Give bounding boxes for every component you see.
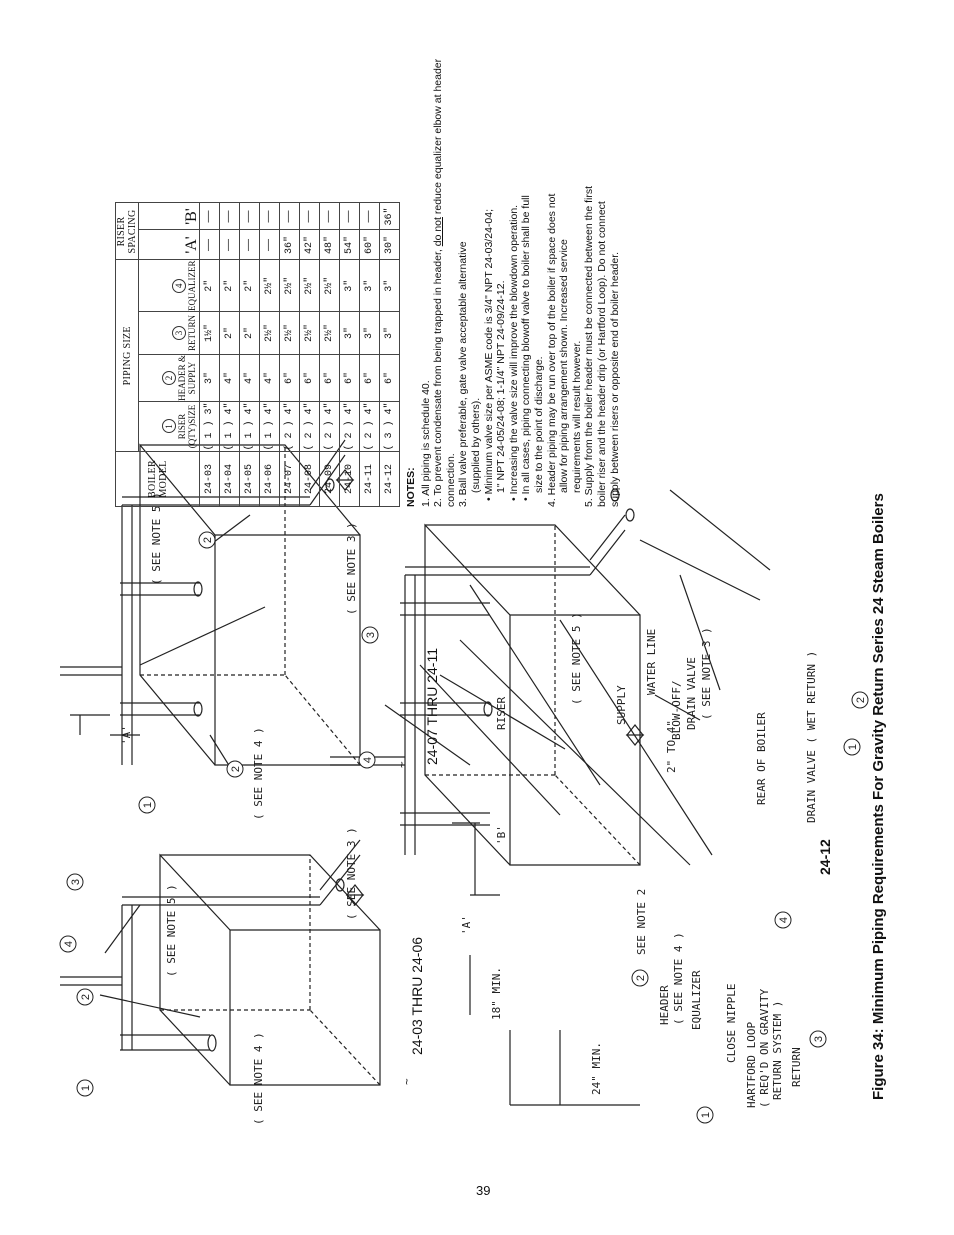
label-dim-a-d2: 'A' [120,725,133,745]
cell-riser: ( 1 ) 4" [260,402,280,452]
cell-riser: ( 1 ) 4" [240,402,260,452]
cell-equalizer: 2" [220,260,240,312]
cell-model: 24-11 [360,452,380,507]
label-24-min: 24" MIN. [590,1042,603,1095]
note-2-part-b: reduce equalizer elbow at header connection. [432,58,457,507]
cell-return: 2½" [300,312,320,355]
cell-b: —— [340,203,360,230]
header-riser [139,402,200,452]
note-3-bullet-1: • Minimum valve size per ASME code is 3/4" NPT 24-03/24-04; [482,208,495,501]
figure-caption-wrap [870,200,887,1100]
cell-b: —— [200,203,220,230]
note-3-bullet-3-cont: size to the point of discharge. [532,356,545,493]
cell-model: 24-08 [300,452,320,507]
cell-header: 6" [340,355,360,402]
label-tilde-d1: ~ [400,1078,413,1085]
header-a: 'A' [139,230,200,260]
table-body [200,203,400,507]
label-dim-a-d3: 'A' [460,915,473,935]
cell-a: 42" [300,230,320,260]
cell-return: 2½" [260,312,280,355]
cell-a: —— [200,230,220,260]
cell-model: 24-09 [320,452,340,507]
cell-return: 3" [360,312,380,355]
note-5-cont-2: supply between risers or opposite end of boiler header. [608,251,621,507]
table-row [340,203,360,507]
cell-a: 30" [380,230,400,260]
note-1: 1. All piping is schedule 40. [419,380,432,507]
cell-return: 2½" [320,312,340,355]
cell-header: 4" [240,355,260,402]
cell-return: 2" [220,312,240,355]
header-header-supply [139,355,200,402]
callout-4-d3: 4 [778,916,790,924]
label-see-note-5-d2: ( SEE NOTE 5 ) [150,492,163,585]
label-see-note-5-d1: ( SEE NOTE 5 ) [165,884,178,977]
header-riser-label: RISER (QTY)SIZE [177,404,197,449]
label-2-to-4: 2" TO 4" [665,720,678,773]
note-4-cont-2: requirements will result however. [570,340,583,493]
note-3-sub: (supplied by others). [469,397,482,493]
label-see-note-4-d2: ( SEE NOTE 4 ) [252,727,265,820]
cell-equalizer: 2½" [280,260,300,312]
label-see-note-4-d3: ( SEE NOTE 4 ) [672,932,685,1025]
cell-header: 6" [380,355,400,402]
callout-2b-d3: 2 [635,974,647,982]
callout-1-d1: 1 [80,1084,92,1092]
label-riser: RISER [495,696,508,730]
cell-header: 4" [260,355,280,402]
label-equalizer: EQUALIZER [690,970,703,1030]
note-2-part-a: 2. To prevent condensate from being trapped in header, [432,246,445,507]
header-num-4: 4 [172,279,186,293]
diagram-3-title: 24-12 [817,839,833,875]
callout-4-d1: 4 [63,940,75,948]
notes-block [405,47,621,507]
note-4-cont-1: allow for piping arrangement shown. Increased service [558,239,571,493]
page-number: 39 [476,1183,491,1198]
cell-equalizer: 3" [340,260,360,312]
cell-equalizer: 3" [360,260,380,312]
callout-2-d1: 2 [80,993,92,1001]
header-riser-spacing: RISER SPACING [116,203,139,260]
cell-b: 36" [380,203,400,230]
table-row [360,203,380,507]
label-return: RETURN [790,1047,803,1087]
cell-riser: ( 1 ) 3" [200,402,220,452]
cell-equalizer: 2" [240,260,260,312]
cell-model: 24-06 [260,452,280,507]
note-3-bullet-3: • In all cases, piping connecting blowoff valve to boiler shall be full [520,195,533,501]
label-hartford-2: ( REQ'D ON GRAVITY [758,988,771,1108]
label-rear-of-boiler: REAR OF BOILER [755,712,768,805]
cell-return: 2½" [280,312,300,355]
cell-header: 6" [360,355,380,402]
boiler-box-3 [330,489,770,1105]
cell-return: 1½" [200,312,220,355]
cell-b: —— [300,203,320,230]
figure-caption: Figure 34: Minimum Piping Requirements For Gravity Return Series 24 Steam Boilers [870,493,887,1100]
cell-equalizer: 2½" [260,260,280,312]
header-num-3: 3 [172,326,186,340]
label-see-note-3-d2: ( SEE NOTE 3 ) [345,522,358,615]
cell-riser: ( 3 ) 4" [380,402,400,452]
cell-return: 3" [340,312,360,355]
note-3-bullet-2: • Increasing the valve size will improve the blowdown operation. [507,204,520,501]
header-num-1: 1 [162,420,176,434]
cell-riser: ( 2 ) 4" [300,402,320,452]
cell-a: 60" [360,230,380,260]
callout-1b-d1: 1 [700,1111,712,1119]
cell-return: 3" [380,312,400,355]
cell-equalizer: 2½" [300,260,320,312]
header-num-2: 2 [162,371,176,385]
label-see-note-3-d1: ( SEE NOTE 3 ) [345,827,358,920]
piping-size-table [115,203,400,508]
cell-model: 24-05 [240,452,260,507]
cell-riser: ( 2 ) 4" [360,402,380,452]
label-dim-b-d3: 'B' [495,825,508,845]
table-row [220,203,240,507]
cell-b: —— [280,203,300,230]
header-piping-size: PIPING SIZE [116,260,139,452]
cell-header: 4" [220,355,240,402]
table-row [320,203,340,507]
header-boiler-model: BOILER MODEL [116,452,200,507]
header-equalizer [139,260,200,312]
label-header: HEADER [658,985,671,1025]
note-2 [432,47,457,507]
cell-model: 24-12 [380,452,400,507]
cell-equalizer: 3" [380,260,400,312]
callout-4-d2: 4 [362,756,374,764]
cell-model: 24-03 [200,452,220,507]
diagram-1-title: 24-03 THRU 24-06 [409,936,425,1055]
note-4: 4. Header piping may be run over top of the boiler if space does not [545,193,558,507]
cell-b: —— [220,203,240,230]
label-drain-valve: DRAIN VALVE ( WET RETURN ) [805,650,818,823]
cell-return: 2" [240,312,260,355]
cell-header: 6" [280,355,300,402]
note-3-bullet-1-cont: 1" NPT 24-05/24-08; 1-1/4" NPT 24-09/24-12. [495,280,508,493]
cell-header: 6" [320,355,340,402]
cell-header: 6" [300,355,320,402]
cell-a: —— [220,230,240,260]
cell-b: —— [260,203,280,230]
note-5: 5. Supply from the boiler header must be connected between the first [583,185,596,507]
label-see-note-5-d3: ( SEE NOTE 5 ) [570,612,583,705]
cell-a: —— [240,230,260,260]
callout-3-d2: 3 [365,631,377,639]
note-5-cont-1: boiler riser and the header drip (or Hartford Loop). Do not connect [595,201,608,507]
callout-2-d3: 2 [855,696,867,704]
cell-equalizer: 2½" [320,260,340,312]
callout-1-d2: 1 [142,801,154,809]
label-see-note-4-d1: ( SEE NOTE 4 ) [252,1032,265,1125]
note-3: 3. Ball valve preferable, gate valve acceptable alternative [457,241,470,507]
cell-a: —— [260,230,280,260]
cell-equalizer: 2" [200,260,220,312]
table-row [240,203,260,507]
table-row [260,203,280,507]
cell-a: 48" [320,230,340,260]
header-equalizer-label: EQUALIZER [187,260,197,311]
table-row [300,203,320,507]
label-supply: SUPPLY [615,685,628,725]
diagram-2-title: 24-07 THRU 24-11 [424,648,440,765]
callout-2b-d2: 2 [202,536,214,544]
header-header-supply-label: HEADER & SUPPLY [177,355,197,401]
header-return-label: RETURN [187,315,197,351]
note-2-underline: do not [432,217,445,247]
cell-b: —— [240,203,260,230]
notes-title: NOTES: [405,467,417,507]
cell-riser: ( 2 ) 4" [340,402,360,452]
label-blowoff-1: BLOW-OFF/ [670,680,683,740]
label-18-min: 18" MIN. [490,967,503,1020]
label-see-note-3-d3: ( SEE NOTE 3 ) [700,627,713,720]
header-return [139,312,200,355]
table-row [200,203,220,507]
cell-header: 3" [200,355,220,402]
cell-riser: ( 2 ) 4" [280,402,300,452]
cell-model: 24-10 [340,452,360,507]
label-blowoff-2: DRAIN VALVE [685,657,698,730]
callout-3-d3: 3 [813,1035,825,1043]
label-see-note-2: SEE NOTE 2 [635,888,648,955]
callout-1-d3: 1 [847,743,859,751]
label-close-nipple: CLOSE NIPPLE [725,983,738,1063]
callout-3-d1: 3 [70,878,82,886]
cell-model: 24-04 [220,452,240,507]
cell-a: 36" [280,230,300,260]
cell-riser: ( 2 ) 4" [320,402,340,452]
label-water-line: WATER LINE [645,628,658,695]
cell-b: —— [320,203,340,230]
header-b: 'B' [139,203,200,230]
cell-a: 54" [340,230,360,260]
table-row [280,203,300,507]
boiler-box-1 [60,840,380,1085]
label-hartford-1: HARTFORD LOOP [745,1021,758,1108]
cell-riser: ( 1 ) 4" [220,402,240,452]
label-tilde-d2: ~ [395,761,408,768]
cell-b: —— [360,203,380,230]
label-hartford-3: RETURN SYSTEM ) [771,1000,784,1100]
cell-model: 24-07 [280,452,300,507]
table-row [380,203,400,507]
callout-2-d2: 2 [230,765,242,773]
